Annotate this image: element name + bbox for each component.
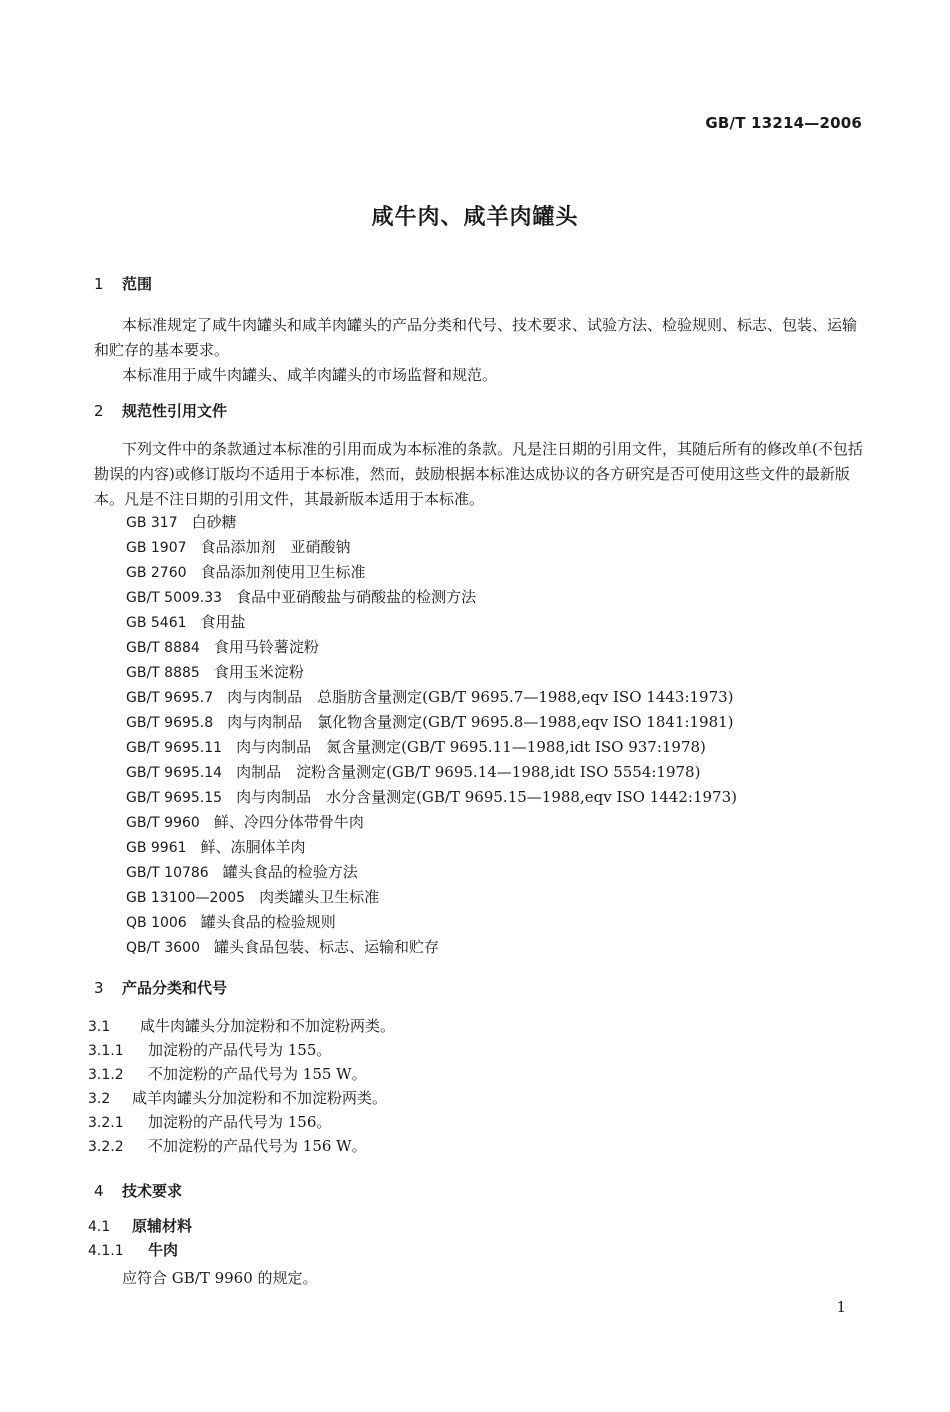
clause-text: 加淀粉的产品代号为 155。 [148,1041,332,1059]
section-1-paragraph-2 [94,363,870,388]
reference-item [126,785,737,810]
section-1-heading [94,273,152,294]
reference-title: 罐头食品的检验规则 [200,913,336,931]
clause-item [88,1110,395,1134]
reference-title: 肉制品 淀粉含量测定(GB/T 9695.14—1988,idt ISO 5554:1978) [236,763,701,781]
clause-number: 3.2.1 [88,1115,124,1131]
reference-code: GB/T 10786 [126,865,209,881]
clause-number: 4.1.1 [88,1243,124,1259]
standard-code: GB/T 13214—2006 [705,114,862,132]
clause-item [88,1038,395,1062]
clause-heading [88,1238,192,1262]
clause-item [88,1134,395,1158]
reference-code: GB 13100—2005 [126,890,246,906]
reference-item [126,885,737,910]
clause-title: 牛肉 [148,1241,179,1259]
reference-title: 食品添加剂使用卫生标准 [200,563,366,581]
section-4-paragraph-1: 应符合 GB/T 9960 的规定。 [122,1269,318,1287]
clause-item [88,1086,395,1110]
reference-code: GB/T 9695.15 [126,790,223,806]
section-2-heading [94,400,227,421]
reference-code: GB/T 9695.14 [126,765,223,781]
reference-code: GB 2760 [126,565,187,581]
reference-title: 白砂糖 [191,513,237,531]
section-3-heading [94,977,227,998]
reference-code: GB/T 8885 [126,665,200,681]
reference-item [126,860,737,885]
reference-title: 食用马铃薯淀粉 [213,638,319,656]
section-4-heading [94,1180,182,1201]
clause-number: 3.2 [88,1091,111,1107]
section-2-paragraph-1 [94,437,870,512]
reference-code: GB/T 5009.33 [126,590,223,606]
section-number: 4 [94,1182,104,1200]
reference-item [126,760,737,785]
reference-code: GB/T 9695.7 [126,690,214,706]
reference-code: GB/T 9960 [126,815,200,831]
section-title: 规范性引用文件 [122,402,228,420]
clause-text: 咸羊肉罐头分加淀粉和不加淀粉两类。 [132,1089,388,1107]
paragraph-text: 本标准规定了咸牛肉罐头和咸羊肉罐头的产品分类和代号、技术要求、试验方法、检验规则、标志、包装、运输和贮存的基本要求。 [94,316,858,359]
reference-code: GB/T 9695.8 [126,715,214,731]
reference-item [126,710,737,735]
reference-title: 罐头食品的检验方法 [222,863,358,881]
section-number: 2 [94,402,104,420]
reference-title: 鲜、冷四分体带骨牛肉 [213,813,364,831]
page-number: 1 [836,1298,846,1316]
clause-item [88,1014,395,1038]
reference-title: 肉类罐头卫生标准 [259,888,380,906]
reference-title: 食品添加剂 亚硝酸钠 [200,538,351,556]
clause-text: 不加淀粉的产品代号为 155 W。 [148,1065,367,1083]
clause-text: 不加淀粉的产品代号为 156 W。 [148,1137,367,1155]
reference-title: 肉与肉制品 总脂肪含量测定(GB/T 9695.7—1988,eqv ISO 1443:1973) [227,688,734,706]
clause-number: 3.2.2 [88,1139,124,1155]
section-number: 3 [94,979,104,997]
normative-references-list [126,510,737,960]
paragraph-text: 下列文件中的条款通过本标准的引用而成为本标准的条款。凡是注日期的引用文件，其随后所有的修改单(不包括勘误的内容)或修订版均不适用于本标准，然而，鼓励根据本标准达成协议的各方研究是否可使用这些文件的最新版本。凡是不注日期的引用文件，其最新版本适用于本标准。 [94,440,863,508]
reference-code: GB/T 9695.11 [126,740,223,756]
reference-code: GB 9961 [126,840,187,856]
reference-item [126,610,737,635]
reference-item [126,535,737,560]
clause-number: 3.1 [88,1019,111,1035]
section-1-paragraph-1 [94,313,870,363]
reference-item [126,810,737,835]
reference-title: 罐头食品包装、标志、运输和贮存 [213,938,439,956]
clause-number: 4.1 [88,1219,111,1235]
reference-title: 鲜、冻胴体羊肉 [200,838,306,856]
clause-text: 加淀粉的产品代号为 156。 [148,1113,332,1131]
reference-code: QB 1006 [126,915,187,931]
reference-item [126,635,737,660]
paragraph-text: 本标准用于咸牛肉罐头、咸羊肉罐头的市场监督和规范。 [122,366,498,384]
reference-item [126,685,737,710]
clause-heading [88,1214,192,1238]
reference-item [126,735,737,760]
reference-title: 肉与肉制品 水分含量测定(GB/T 9695.15—1988,eqv ISO 1442:1973) [236,788,737,806]
clause-title: 原辅材料 [132,1217,193,1235]
reference-item [126,910,737,935]
reference-code: GB 5461 [126,615,187,631]
section-title: 产品分类和代号 [122,979,228,997]
reference-item [126,935,737,960]
reference-code: GB 317 [126,515,178,531]
reference-item [126,560,737,585]
reference-item [126,660,737,685]
reference-title: 食品中亚硝酸盐与硝酸盐的检测方法 [236,588,477,606]
reference-code: GB 1907 [126,540,187,556]
clause-item [88,1062,395,1086]
reference-item [126,510,737,535]
section-title: 范围 [122,275,153,293]
document-title: 咸牛肉、咸羊肉罐头 [371,205,579,230]
technical-requirements [88,1214,192,1262]
section-number: 1 [94,275,104,293]
clause-text: 咸牛肉罐头分加淀粉和不加淀粉两类。 [140,1017,396,1035]
reference-title: 食用玉米淀粉 [213,663,304,681]
reference-item [126,835,737,860]
section-title: 技术要求 [122,1182,183,1200]
clause-number: 3.1.1 [88,1043,124,1059]
reference-code: QB/T 3600 [126,940,200,956]
classification-list [88,1014,395,1158]
reference-title: 肉与肉制品 氮含量测定(GB/T 9695.11—1988,idt ISO 937:1978) [236,738,706,756]
reference-title: 食用盐 [200,613,246,631]
reference-title: 肉与肉制品 氯化物含量测定(GB/T 9695.8—1988,eqv ISO 1841:1981) [227,713,734,731]
reference-item [126,585,737,610]
clause-number: 3.1.2 [88,1067,124,1083]
reference-code: GB/T 8884 [126,640,200,656]
